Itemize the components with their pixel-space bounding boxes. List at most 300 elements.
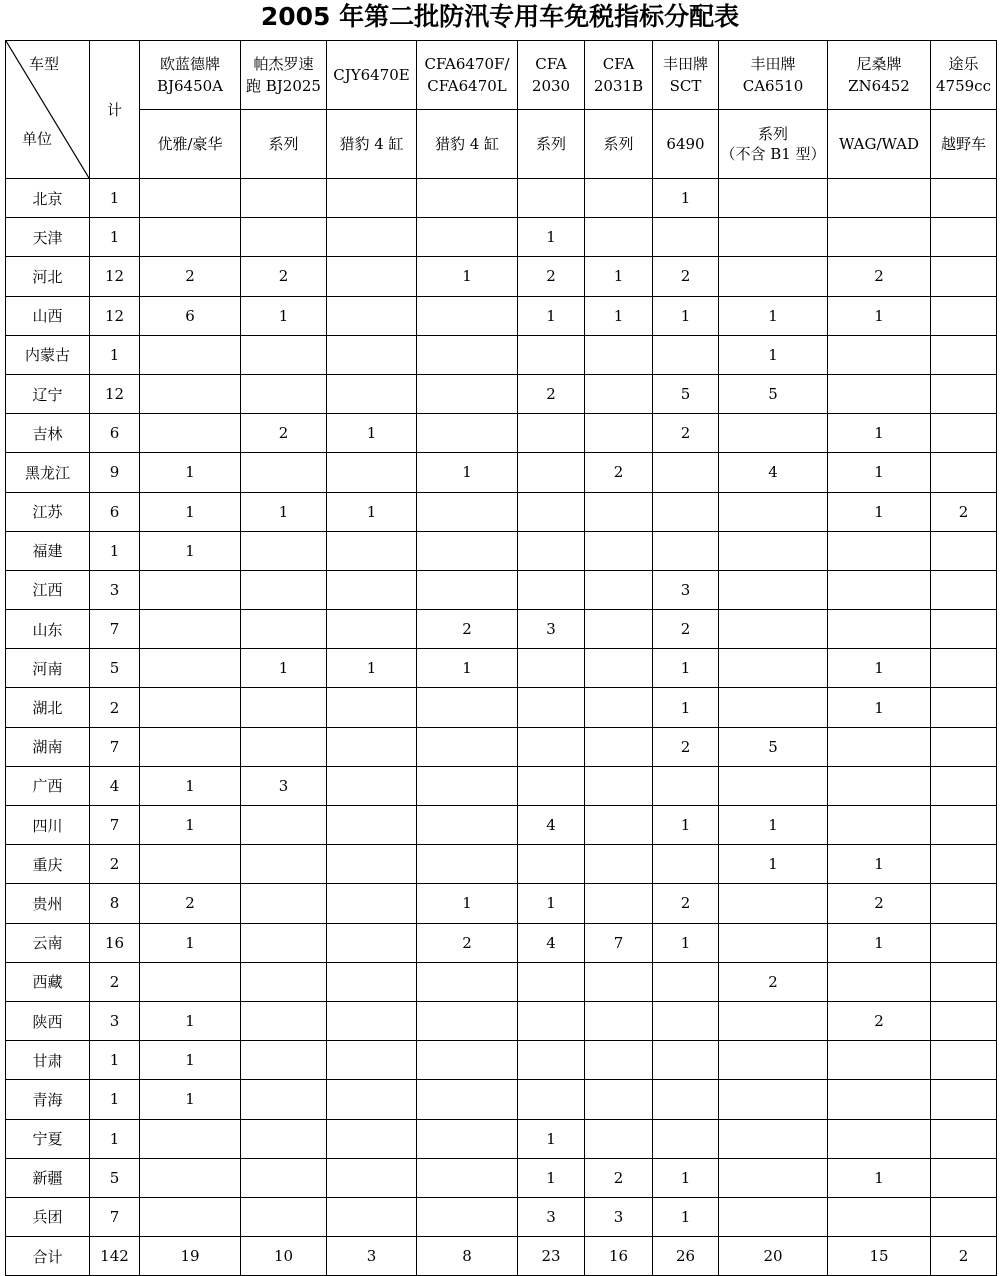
quota-cell (417, 1119, 518, 1158)
quota-cell (417, 531, 518, 570)
quota-cell: 1 (653, 649, 719, 688)
quota-cell (653, 492, 719, 531)
quota-cell: 3 (653, 570, 719, 609)
quota-cell (653, 335, 719, 374)
quota-cell (140, 727, 241, 766)
quota-cell: 6 (140, 296, 241, 335)
row-total: 7 (90, 727, 140, 766)
header-model-top: CJY6470E (327, 41, 417, 110)
table-row (6, 453, 997, 492)
quota-cell (585, 531, 653, 570)
quota-cell: 1 (327, 649, 417, 688)
quota-cell (719, 649, 828, 688)
quota-cell (140, 1197, 241, 1236)
quota-cell: 2 (518, 257, 585, 296)
quota-cell (417, 845, 518, 884)
quota-cell (653, 1080, 719, 1119)
quota-cell (327, 806, 417, 845)
quota-cell (241, 218, 327, 257)
quota-cell (417, 1080, 518, 1119)
quota-cell (327, 688, 417, 727)
quota-cell (417, 1158, 518, 1197)
table-row (6, 257, 997, 296)
column-total: 16 (585, 1237, 653, 1276)
quota-cell (585, 1001, 653, 1040)
page-title: 2005 年第二批防汛专用车免税指标分配表 (260, 2, 740, 31)
row-total: 5 (90, 649, 140, 688)
header-model-sub: 6490 (653, 110, 719, 179)
quota-cell: 2 (828, 257, 931, 296)
quota-cell (585, 1080, 653, 1119)
quota-cell (417, 1041, 518, 1080)
quota-cell (719, 688, 828, 727)
quota-cell (327, 1119, 417, 1158)
unit-name: 天津 (6, 218, 90, 257)
quota-cell: 1 (719, 845, 828, 884)
table-row (6, 1158, 997, 1197)
quota-cell (585, 806, 653, 845)
quota-cell (327, 296, 417, 335)
quota-cell (931, 335, 997, 374)
quota-cell (585, 218, 653, 257)
quota-cell (327, 218, 417, 257)
table-row (6, 845, 997, 884)
table-row (6, 1080, 997, 1119)
quota-cell (719, 257, 828, 296)
unit-name: 湖北 (6, 688, 90, 727)
quota-cell: 1 (653, 688, 719, 727)
quota-cell: 2 (241, 414, 327, 453)
header-model-sub: 系列 （不含 B1 型） (719, 110, 828, 179)
quota-cell (241, 1041, 327, 1080)
quota-cell (417, 374, 518, 413)
quota-cell (931, 1197, 997, 1236)
quota-cell (241, 806, 327, 845)
quota-cell (585, 1041, 653, 1080)
quota-cell (140, 374, 241, 413)
quota-cell (241, 1080, 327, 1119)
quota-cell (585, 962, 653, 1001)
unit-name: 山东 (6, 610, 90, 649)
quota-cell (931, 179, 997, 218)
quota-cell (828, 727, 931, 766)
quota-cell (719, 923, 828, 962)
quota-cell (585, 570, 653, 609)
quota-cell: 1 (518, 1119, 585, 1158)
row-total: 7 (90, 806, 140, 845)
column-total: 23 (518, 1237, 585, 1276)
quota-cell (719, 1001, 828, 1040)
quota-cell (327, 1158, 417, 1197)
column-total: 3 (327, 1237, 417, 1276)
table-row (6, 962, 997, 1001)
quota-cell (931, 806, 997, 845)
quota-cell: 1 (327, 492, 417, 531)
header-model-top: 丰田牌 SCT (653, 41, 719, 110)
quota-cell (585, 688, 653, 727)
quota-cell: 1 (140, 492, 241, 531)
quota-cell (828, 218, 931, 257)
row-total: 1 (90, 1119, 140, 1158)
quota-cell (327, 179, 417, 218)
quota-cell (417, 179, 518, 218)
quota-cell: 1 (828, 923, 931, 962)
quota-cell (585, 492, 653, 531)
table-row (6, 335, 997, 374)
quota-cell (140, 179, 241, 218)
table-row (6, 649, 997, 688)
quota-cell (241, 1001, 327, 1040)
quota-cell (327, 531, 417, 570)
quota-cell (140, 845, 241, 884)
quota-cell (585, 374, 653, 413)
quota-cell (828, 1119, 931, 1158)
quota-cell (719, 570, 828, 609)
quota-cell (828, 610, 931, 649)
quota-cell: 2 (653, 884, 719, 923)
quota-cell (931, 1158, 997, 1197)
quota-cell (417, 806, 518, 845)
quota-cell (417, 414, 518, 453)
row-total: 4 (90, 766, 140, 805)
quota-cell (719, 531, 828, 570)
unit-name: 吉林 (6, 414, 90, 453)
quota-cell: 1 (417, 453, 518, 492)
quota-cell (518, 179, 585, 218)
quota-cell: 1 (585, 257, 653, 296)
quota-cell (327, 923, 417, 962)
header-model-top: 丰田牌 CA6510 (719, 41, 828, 110)
header-model-sub: WAG/WAD (828, 110, 931, 179)
table-row (6, 179, 997, 218)
quota-cell: 1 (140, 531, 241, 570)
quota-cell: 1 (140, 923, 241, 962)
quota-cell (518, 1080, 585, 1119)
header-model-top: 尼桑牌 ZN6452 (828, 41, 931, 110)
column-total: 19 (140, 1237, 241, 1276)
quota-cell (719, 766, 828, 805)
quota-cell (327, 257, 417, 296)
quota-cell (653, 453, 719, 492)
quota-cell (931, 257, 997, 296)
column-total: 2 (931, 1237, 997, 1276)
quota-cell (719, 1197, 828, 1236)
unit-name: 福建 (6, 531, 90, 570)
header-model-top: CFA6470F/ CFA6470L (417, 41, 518, 110)
quota-cell: 3 (585, 1197, 653, 1236)
quota-cell (327, 335, 417, 374)
table-row (6, 296, 997, 335)
quota-cell (585, 414, 653, 453)
quota-cell (828, 335, 931, 374)
quota-cell (585, 179, 653, 218)
header-model-top: 帕杰罗速 跑 BJ2025 (241, 41, 327, 110)
quota-cell (417, 688, 518, 727)
table-row (6, 1197, 997, 1236)
header-model-sub: 系列 (518, 110, 585, 179)
quota-cell (327, 766, 417, 805)
quota-cell (241, 884, 327, 923)
quota-cell (931, 1119, 997, 1158)
quota-cell (327, 727, 417, 766)
header-model-top: 途乐 4759cc (931, 41, 997, 110)
quota-cell: 1 (241, 492, 327, 531)
column-total: 10 (241, 1237, 327, 1276)
quota-cell (931, 610, 997, 649)
quota-cell: 1 (241, 649, 327, 688)
quota-cell (585, 649, 653, 688)
unit-name: 内蒙古 (6, 335, 90, 374)
quota-cell (931, 1001, 997, 1040)
quota-cell: 2 (653, 257, 719, 296)
quota-cell (653, 766, 719, 805)
quota-cell: 1 (327, 414, 417, 453)
quota-cell (140, 414, 241, 453)
quota-cell (653, 1041, 719, 1080)
header-model-sub: 越野车 (931, 110, 997, 179)
quota-cell (140, 610, 241, 649)
quota-cell (719, 1119, 828, 1158)
quota-cell: 2 (241, 257, 327, 296)
quota-cell (327, 1041, 417, 1080)
quota-cell (241, 531, 327, 570)
quota-cell: 1 (719, 335, 828, 374)
table-row (6, 1041, 997, 1080)
quota-cell: 1 (140, 1041, 241, 1080)
quota-cell (241, 453, 327, 492)
quota-cell (931, 531, 997, 570)
quota-cell (140, 688, 241, 727)
row-total: 1 (90, 335, 140, 374)
quota-cell (931, 414, 997, 453)
quota-cell: 1 (828, 845, 931, 884)
quota-cell (241, 1119, 327, 1158)
quota-cell (417, 296, 518, 335)
quota-cell: 2 (518, 374, 585, 413)
unit-name: 北京 (6, 179, 90, 218)
quota-cell: 1 (719, 296, 828, 335)
row-total: 1 (90, 179, 140, 218)
quota-cell (518, 453, 585, 492)
row-total: 16 (90, 923, 140, 962)
quota-cell: 2 (828, 1001, 931, 1040)
quota-cell: 1 (828, 649, 931, 688)
quota-cell (585, 727, 653, 766)
quota-cell (417, 766, 518, 805)
total-label: 合计 (6, 1237, 90, 1276)
column-total: 26 (653, 1237, 719, 1276)
quota-cell (417, 570, 518, 609)
quota-cell (417, 335, 518, 374)
quota-cell (241, 610, 327, 649)
quota-cell (828, 1041, 931, 1080)
quota-cell (931, 649, 997, 688)
quota-cell: 1 (417, 649, 518, 688)
quota-cell (585, 1119, 653, 1158)
table-row (6, 1001, 997, 1040)
quota-cell (931, 923, 997, 962)
quota-cell: 1 (719, 806, 828, 845)
quota-cell (327, 453, 417, 492)
quota-cell (518, 962, 585, 1001)
row-total: 7 (90, 1197, 140, 1236)
quota-cell (518, 531, 585, 570)
row-total: 12 (90, 374, 140, 413)
quota-cell (828, 1080, 931, 1119)
quota-cell (931, 962, 997, 1001)
quota-cell (140, 649, 241, 688)
quota-cell: 1 (518, 218, 585, 257)
quota-cell: 1 (653, 923, 719, 962)
quota-cell (417, 1001, 518, 1040)
quota-cell (719, 884, 828, 923)
quota-cell (327, 1080, 417, 1119)
header-model-top: 欧蓝德牌 BJ6450A (140, 41, 241, 110)
quota-cell (931, 374, 997, 413)
quota-cell (585, 845, 653, 884)
unit-name: 贵州 (6, 884, 90, 923)
unit-name: 云南 (6, 923, 90, 962)
table-row (6, 531, 997, 570)
header-model-sub: 系列 (585, 110, 653, 179)
quota-cell (417, 1197, 518, 1236)
row-total: 1 (90, 218, 140, 257)
quota-cell (719, 218, 828, 257)
quota-cell (327, 845, 417, 884)
quota-cell: 1 (653, 296, 719, 335)
column-total: 8 (417, 1237, 518, 1276)
quota-cell: 1 (518, 884, 585, 923)
quota-cell: 4 (518, 806, 585, 845)
quota-cell (518, 766, 585, 805)
unit-name: 湖南 (6, 727, 90, 766)
table-row (6, 414, 997, 453)
quota-cell (241, 962, 327, 1001)
quota-cell (828, 806, 931, 845)
quota-cell (417, 218, 518, 257)
quota-cell (719, 1158, 828, 1197)
table-row (6, 1119, 997, 1158)
corner-label-unit: 单位 (22, 130, 53, 148)
quota-cell: 1 (828, 688, 931, 727)
quota-cell: 1 (140, 806, 241, 845)
quota-cell (931, 453, 997, 492)
row-total: 3 (90, 1001, 140, 1040)
header-model-sub: 猎豹 4 缸 (327, 110, 417, 179)
quota-cell (653, 1001, 719, 1040)
quota-cell (417, 492, 518, 531)
column-total: 15 (828, 1237, 931, 1276)
header-model-sub: 系列 (241, 110, 327, 179)
quota-cell (828, 962, 931, 1001)
quota-cell (518, 335, 585, 374)
quota-cell: 4 (518, 923, 585, 962)
quota-cell (140, 570, 241, 609)
unit-name: 宁夏 (6, 1119, 90, 1158)
quota-cell (719, 414, 828, 453)
row-total: 3 (90, 570, 140, 609)
quota-cell (241, 335, 327, 374)
quota-cell (931, 884, 997, 923)
quota-cell (518, 492, 585, 531)
quota-cell (327, 610, 417, 649)
quota-cell: 1 (140, 453, 241, 492)
quota-cell (653, 218, 719, 257)
row-total: 1 (90, 531, 140, 570)
quota-cell (931, 727, 997, 766)
row-total: 6 (90, 492, 140, 531)
quota-cell: 1 (140, 766, 241, 805)
quota-cell (931, 766, 997, 805)
quota-cell: 1 (828, 414, 931, 453)
row-total: 9 (90, 453, 140, 492)
header-model-sub: 优雅/豪华 (140, 110, 241, 179)
quota-cell (327, 1001, 417, 1040)
quota-cell (719, 610, 828, 649)
quota-cell (327, 1197, 417, 1236)
quota-cell (719, 1041, 828, 1080)
table-row (6, 610, 997, 649)
quota-cell (931, 1041, 997, 1080)
unit-name: 河北 (6, 257, 90, 296)
unit-name: 新疆 (6, 1158, 90, 1197)
quota-cell (327, 374, 417, 413)
quota-cell (653, 1119, 719, 1158)
quota-cell (327, 884, 417, 923)
quota-cell: 1 (828, 296, 931, 335)
quota-cell (828, 374, 931, 413)
quota-cell: 1 (417, 257, 518, 296)
quota-cell (518, 1001, 585, 1040)
quota-cell: 5 (653, 374, 719, 413)
quota-cell (518, 688, 585, 727)
quota-cell (417, 962, 518, 1001)
row-total: 8 (90, 884, 140, 923)
quota-cell (241, 923, 327, 962)
table-total-row (6, 1237, 997, 1276)
quota-cell: 1 (241, 296, 327, 335)
quota-cell (140, 335, 241, 374)
row-total: 12 (90, 257, 140, 296)
row-total: 2 (90, 845, 140, 884)
quota-cell (931, 296, 997, 335)
quota-cell: 5 (719, 374, 828, 413)
quota-cell: 7 (585, 923, 653, 962)
quota-cell: 1 (828, 453, 931, 492)
table-row (6, 492, 997, 531)
quota-cell (518, 1041, 585, 1080)
quota-cell (417, 727, 518, 766)
quota-cell (140, 218, 241, 257)
quota-cell (828, 531, 931, 570)
quota-cell (140, 1119, 241, 1158)
quota-cell (585, 610, 653, 649)
quota-cell: 3 (518, 610, 585, 649)
table-row (6, 766, 997, 805)
quota-cell (327, 570, 417, 609)
quota-cell (828, 766, 931, 805)
quota-cell: 4 (719, 453, 828, 492)
quota-cell (518, 570, 585, 609)
quota-cell (241, 688, 327, 727)
quota-cell: 2 (140, 884, 241, 923)
quota-cell (931, 845, 997, 884)
row-total: 5 (90, 1158, 140, 1197)
quota-cell: 1 (140, 1001, 241, 1040)
quota-cell: 2 (931, 492, 997, 531)
quota-cell: 1 (653, 179, 719, 218)
quota-cell (931, 218, 997, 257)
